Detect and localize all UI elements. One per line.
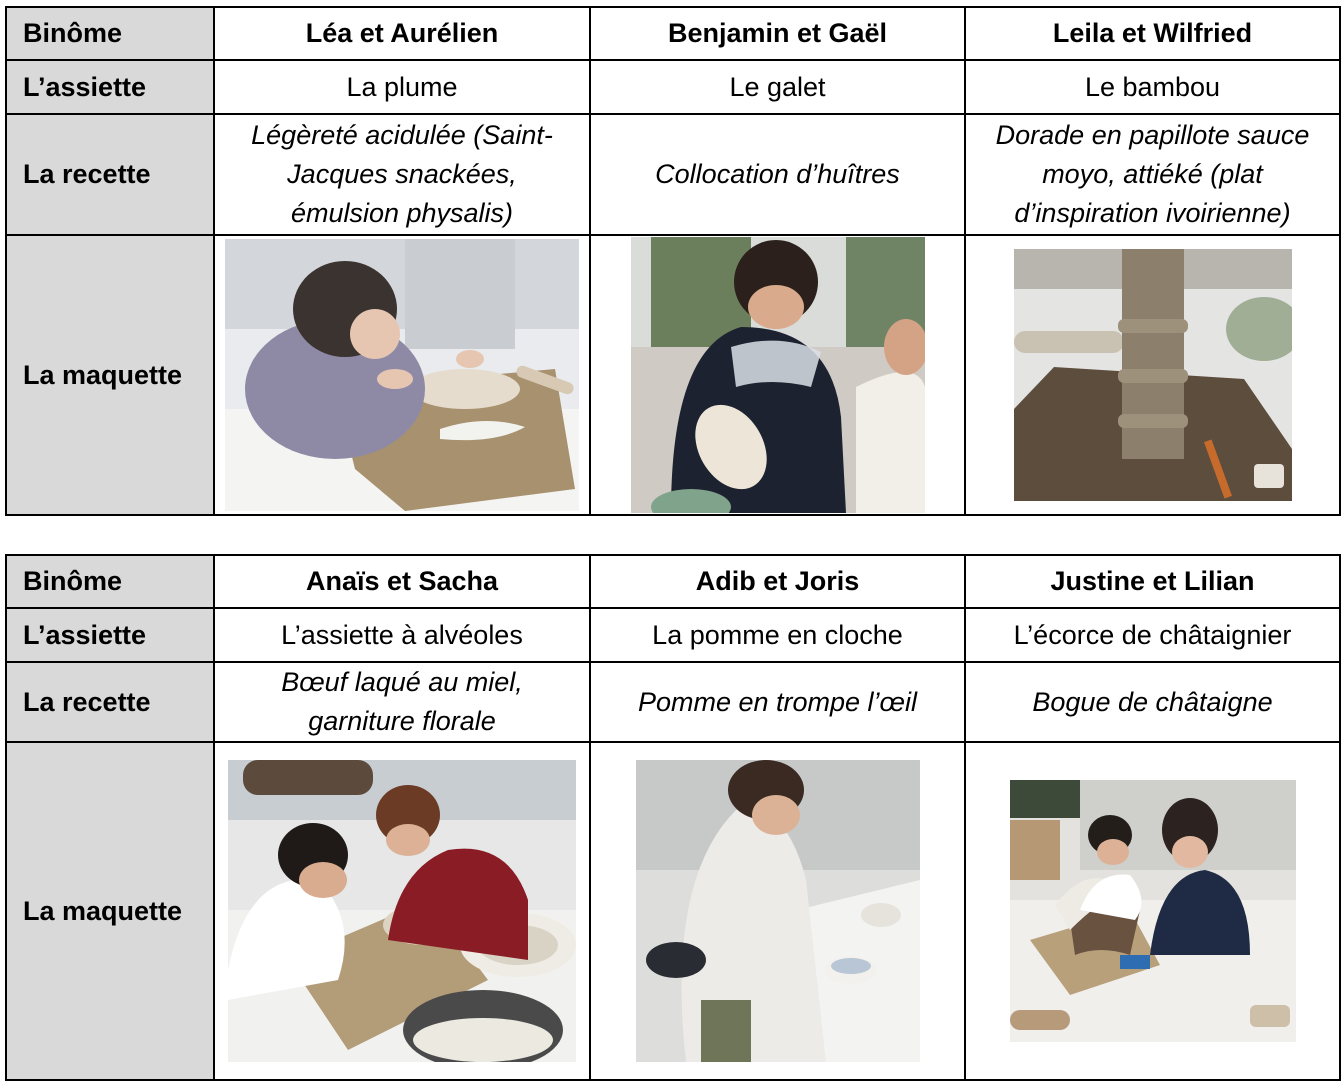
photo-bamboo-clay-model	[1014, 249, 1292, 501]
row-label-model: La maquette	[6, 235, 214, 515]
photo-cell	[214, 235, 590, 515]
photo-cell	[965, 235, 1340, 515]
recipe-text: Dorade en papillote sauce moyo, attiéké (plat d’inspiration ivoirienne)	[965, 114, 1340, 235]
row-label-pair: Binôme	[6, 555, 214, 608]
table-row	[6, 742, 1340, 1080]
table-row	[6, 60, 1340, 114]
recipe-text: Bœuf laqué au miel, garniture florale	[214, 662, 590, 742]
table-row	[6, 555, 1340, 608]
photo-cell	[965, 742, 1340, 1080]
photo-students-working-bark-model	[1010, 780, 1296, 1042]
recipe-text: Bogue de châtaigne	[965, 662, 1340, 742]
table-row	[6, 608, 1340, 662]
row-label-plate: L’assiette	[6, 608, 214, 662]
row-label-recipe: La recette	[6, 662, 214, 742]
table-row	[6, 7, 1340, 60]
row-label-pair: Binôme	[6, 7, 214, 60]
plate-name: La plume	[214, 60, 590, 114]
pair-name: Léa et Aurélien	[214, 7, 590, 60]
recipe-text: Légèreté acidulée (Saint-Jacques snackées, émulsion physalis)	[214, 114, 590, 235]
row-label-recipe: La recette	[6, 114, 214, 235]
row-label-model: La maquette	[6, 742, 214, 1080]
pair-name: Justine et Lilian	[965, 555, 1340, 608]
plate-name: Le galet	[590, 60, 965, 114]
plate-name: L’écorce de châtaignier	[965, 608, 1340, 662]
photo-student-shaping-bowl	[636, 760, 920, 1062]
photo-cell	[590, 235, 965, 515]
photo-student-shaping-feather-plate	[225, 239, 579, 511]
photo-two-students-sculpting-plate	[228, 760, 576, 1062]
plate-name: Le bambou	[965, 60, 1340, 114]
photo-cell	[214, 742, 590, 1080]
table-group-1	[5, 6, 1341, 516]
pair-name: Anaïs et Sacha	[214, 555, 590, 608]
plate-name: La pomme en cloche	[590, 608, 965, 662]
table-row	[6, 662, 1340, 742]
pair-name: Benjamin et Gaël	[590, 7, 965, 60]
table-row	[6, 114, 1340, 235]
pair-name: Leila et Wilfried	[965, 7, 1340, 60]
row-label-plate: L’assiette	[6, 60, 214, 114]
pair-name: Adib et Joris	[590, 555, 965, 608]
photo-cell	[590, 742, 965, 1080]
recipe-text: Collocation d’huîtres	[590, 114, 965, 235]
photo-student-carving-clay-pebble	[631, 237, 925, 513]
plate-name: L’assiette à alvéoles	[214, 608, 590, 662]
table-row	[6, 235, 1340, 515]
table-group-2	[5, 554, 1341, 1081]
recipe-text: Pomme en trompe l’œil	[590, 662, 965, 742]
